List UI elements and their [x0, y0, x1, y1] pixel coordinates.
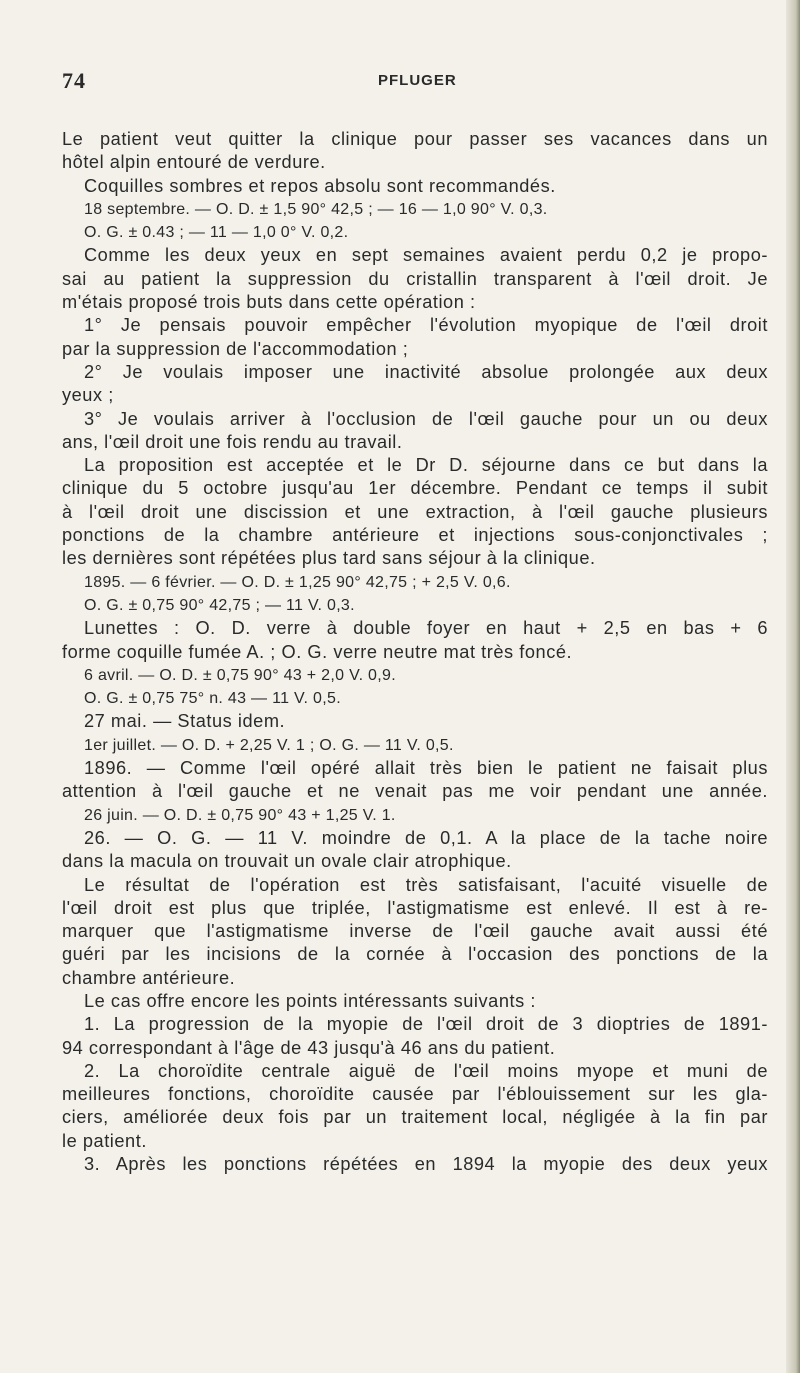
text-line: 1896. — Comme l'œil opéré allait très bien le patient ne faisait plus	[84, 758, 768, 779]
page-header	[62, 68, 762, 98]
text-line: marquer que l'astigmatisme inverse de l'œil gauche avait aussi été	[62, 921, 768, 942]
text-line: attention à l'œil gauche et ne venait pas me voir pendant une année.	[62, 781, 768, 802]
text-line: Le patient veut quitter la clinique pour passer ses vacances dans un	[62, 129, 768, 149]
text-line: à l'œil droit une discission et une extraction, à l'œil gauche plusieurs	[62, 501, 768, 522]
text-line: La proposition est acceptée et le Dr D. séjourne dans ce but dans la	[84, 455, 768, 476]
text-line: 26. — O. G. — 11 V. moindre de 0,1. A la place de la tache noire	[84, 827, 768, 848]
page-number: 74	[62, 68, 86, 93]
text-line: yeux ;	[62, 385, 114, 406]
text-line: ponctions de la chambre antérieure et injections sous-conjonctivales ;	[62, 525, 768, 546]
text-line: 26 juin. — O. D. ± 0,75 90° 43 + 1,25 V. 1.	[84, 806, 396, 824]
text-line: 18 septembre. — O. D. ± 1,5 90° 42,5 ; — 16 — 1,0 90° V. 0,3.	[84, 200, 548, 218]
page-edge	[786, 0, 800, 1373]
text-line: Le résultat de l'opération est très satisfaisant, l'acuité visuelle de	[84, 874, 768, 895]
text-line: 1. La progression de la myopie de l'œil droit de 3 dioptries de 1891-	[84, 1014, 768, 1035]
text-line: le patient.	[62, 1130, 147, 1151]
text-line: O. G. ± 0.43 ; — 11 — 1,0 0° V. 0,2.	[84, 224, 349, 242]
text-line: 94 correspondant à l'âge de 43 jusqu'à 46 ans du patient.	[62, 1037, 556, 1058]
text-line: 2° Je voulais imposer une inactivité absolue prolongée aux deux	[84, 361, 768, 382]
text-line: par la suppression de l'accommodation ;	[62, 338, 409, 359]
text-line: 3. Après les ponctions répétées en 1894 la myopie des deux yeux	[84, 1154, 768, 1175]
text-line: les dernières sont répétées plus tard sans séjour à la clinique.	[62, 548, 596, 569]
text-line: m'étais proposé trois buts dans cette opération :	[62, 292, 476, 313]
text-line: 1° Je pensais pouvoir empêcher l'évolution myopique de l'œil droit	[84, 315, 768, 336]
text-line: O. G. ± 0,75 75° n. 43 — 11 V. 0,5.	[84, 690, 341, 708]
text-line: dans la macula on trouvait un ovale clair atrophique.	[62, 851, 512, 872]
text-line: clinique du 5 octobre jusqu'au 1er décembre. Pendant ce temps il subit	[62, 478, 768, 499]
text-line: ciers, améliorée deux fois par un traitement local, négligée à la fin par	[62, 1107, 768, 1128]
text-line: O. G. ± 0,75 90° 42,75 ; — 11 V. 0,3.	[84, 596, 355, 614]
text-line: chambre antérieure.	[62, 967, 236, 988]
text-line: 3° Je voulais arriver à l'occlusion de l'œil gauche pour un ou deux	[84, 408, 768, 429]
body-text	[62, 128, 768, 1176]
running-head: PFLUGER	[378, 72, 457, 89]
text-line: forme coquille fumée A. ; O. G. verre neutre mat très foncé.	[62, 641, 573, 662]
text-line: 27 mai. — Status idem.	[84, 711, 286, 732]
text-line: 6 avril. — O. D. ± 0,75 90° 43 + 2,0 V. 0,9.	[84, 666, 396, 684]
text-line: 1er juillet. — O. D. + 2,25 V. 1 ; O. G. — 11 V. 0,5.	[84, 736, 454, 754]
text-line: sai au patient la suppression du cristallin transparent à l'œil droit. Je	[62, 268, 768, 289]
text-line: Le cas offre encore les points intéressants suivants :	[84, 990, 536, 1011]
text-line: Lunettes : O. D. verre à double foyer en haut + 2,5 en bas + 6	[84, 618, 768, 639]
text-line: guéri par les incisions de la cornée à l'occasion des ponctions de la	[62, 944, 768, 965]
text-line: meilleures fonctions, choroïdite causée par l'éblouissement sur les gla-	[62, 1084, 768, 1105]
text-line: Coquilles sombres et repos absolu sont recommandés.	[84, 175, 556, 196]
text-line: ans, l'œil droit une fois rendu au travail.	[62, 431, 403, 452]
text-line: 2. La choroïdite centrale aiguë de l'œil moins myope et muni de	[84, 1060, 768, 1081]
text-line: 1895. — 6 février. — O. D. ± 1,25 90° 42,75 ; + 2,5 V. 0,6.	[84, 573, 511, 591]
text-line: Comme les deux yeux en sept semaines avaient perdu 0,2 je propo-	[84, 245, 768, 266]
text-line: l'œil droit est plus que triplée, l'astigmatisme est enlevé. Il est à re-	[62, 897, 768, 918]
text-line: hôtel alpin entouré de verdure.	[62, 152, 326, 173]
